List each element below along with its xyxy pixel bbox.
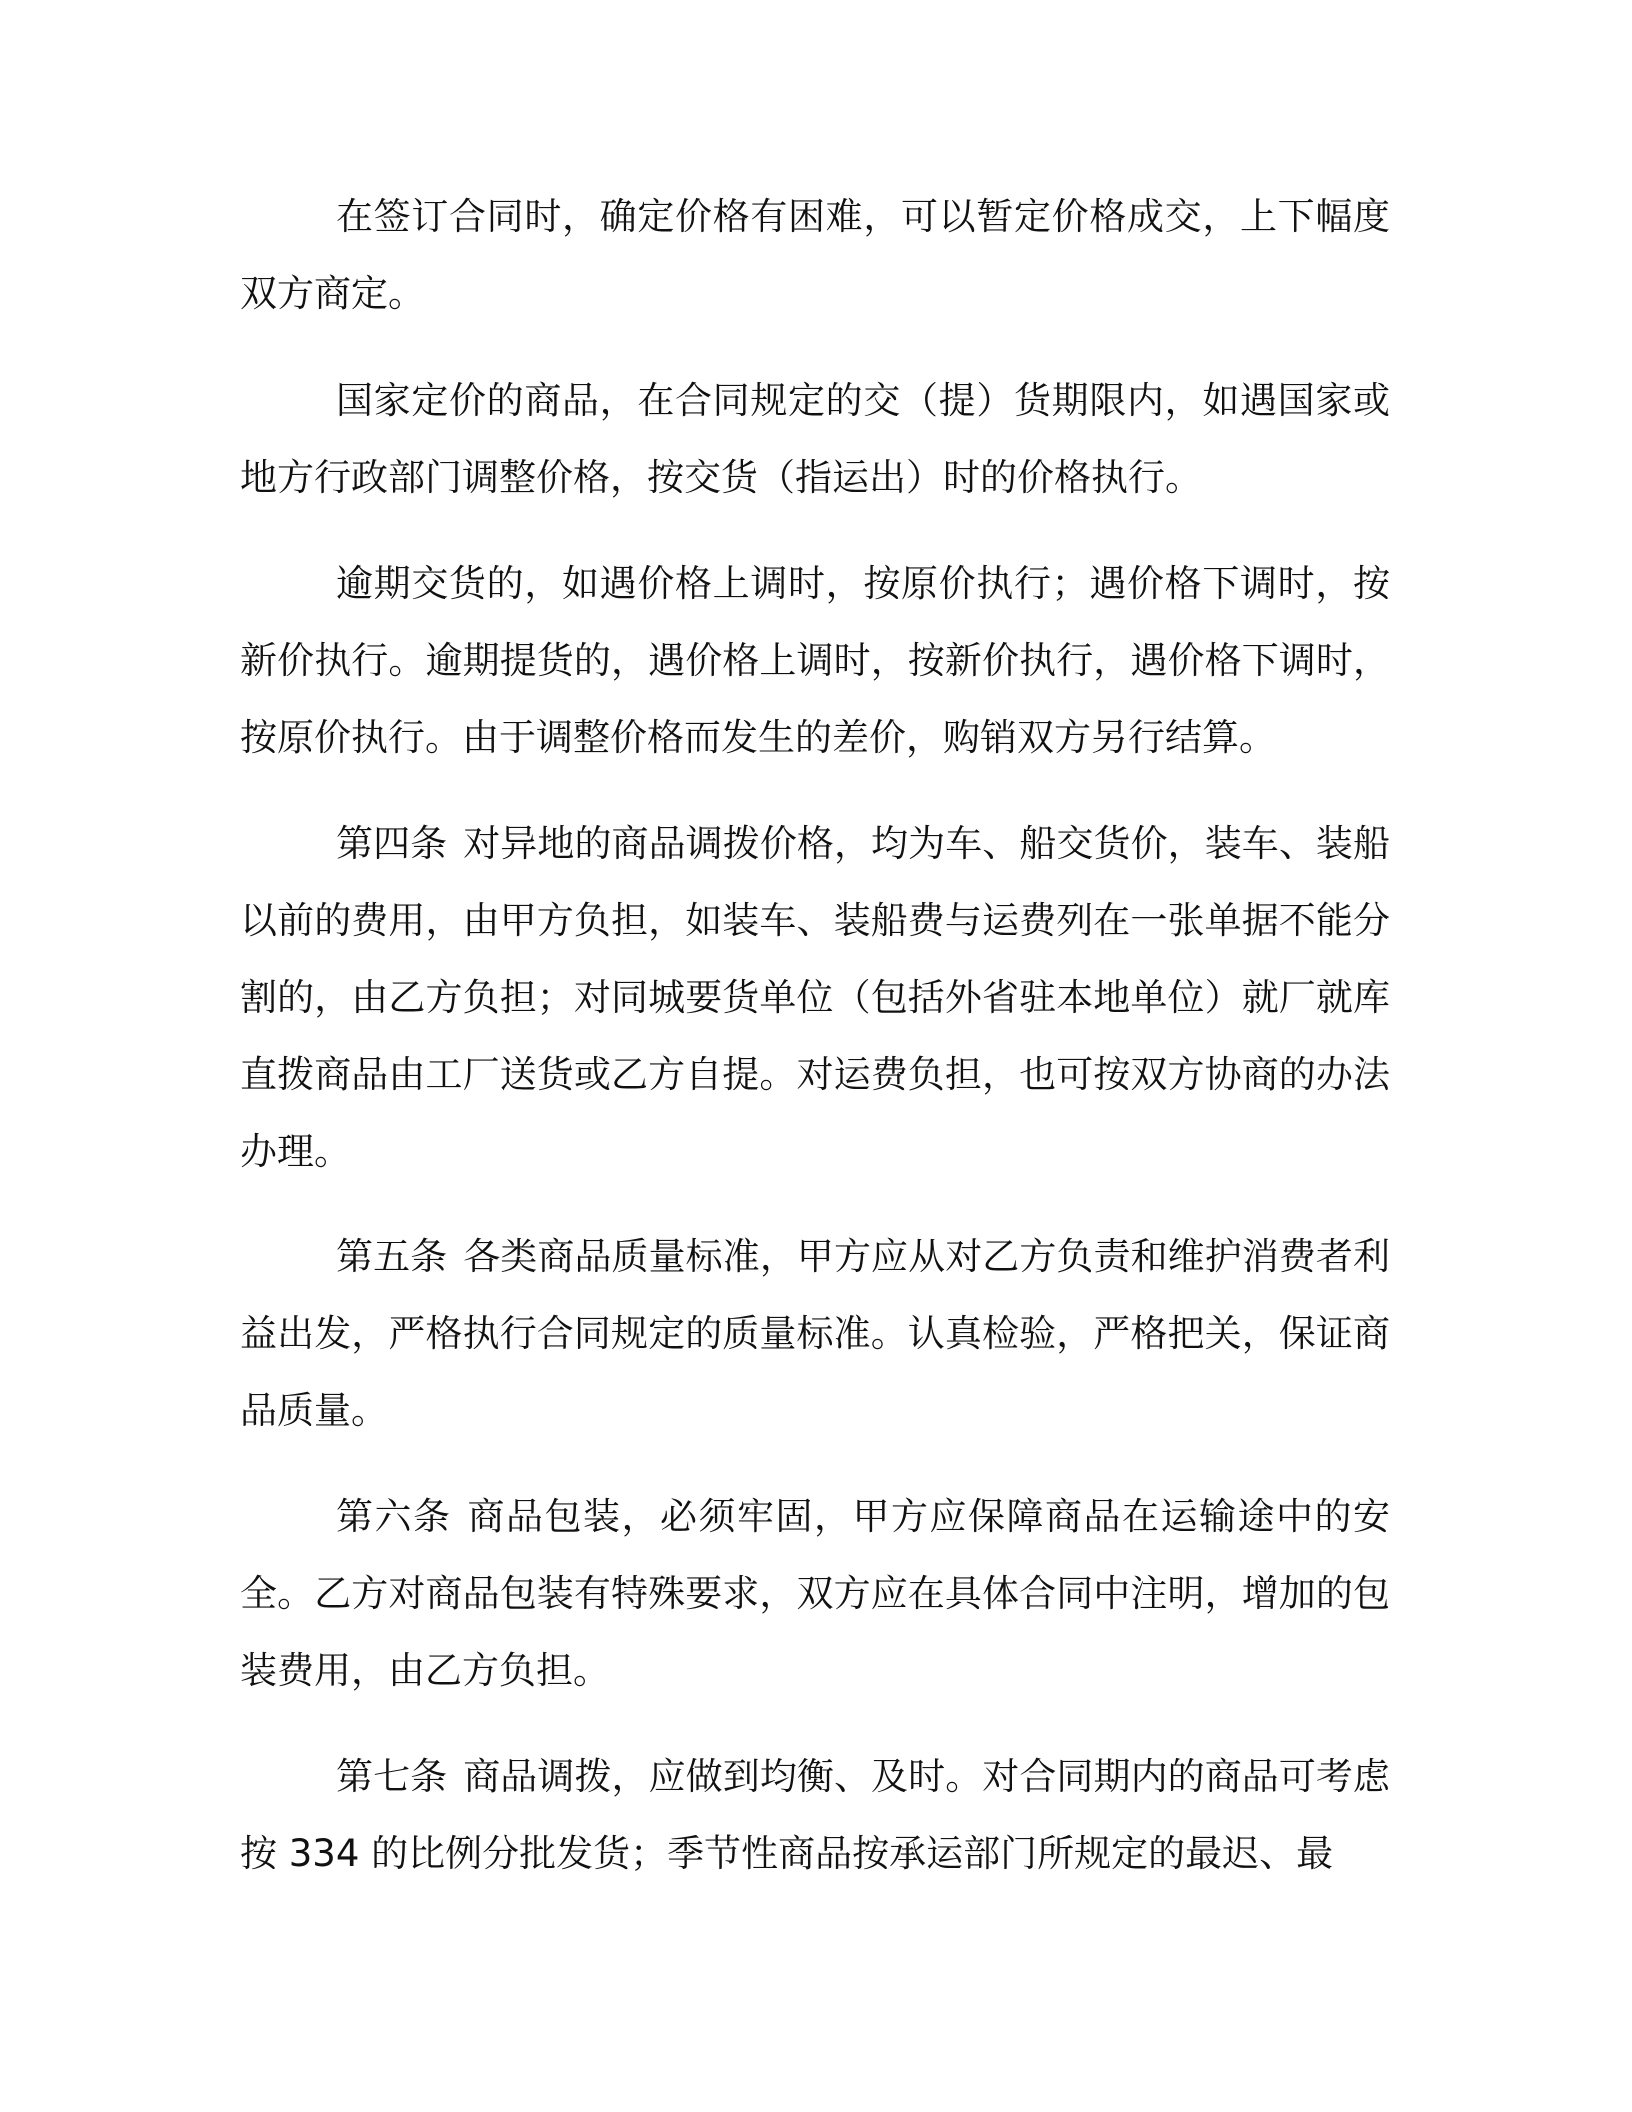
paragraph-text: 逾期交货的，如遇价格上调时，按原价执行；遇价格下调时，按新价执行。逾期提货的，遇价格上调时，按新价执行，遇价格下调时，按原价执行。由于调整价格而发生的差价，购销双方另行结算。 — [240, 562, 1390, 759]
article-five — [240, 1218, 1390, 1449]
paragraph-overdue-delivery — [240, 545, 1390, 776]
article-text: 对异地的商品调拨价格，均为车、船交货价，装车、装船以前的费用，由甲方负担，如装车、装船费与运费列在一张单据不能分割的，由乙方负担；对同城要货单位（包括外省驻本地单位）就厂就库直拨商品由工厂送货或乙方自提。对运费负担，也可按双方协商的办法办理。 — [240, 822, 1391, 1173]
article-heading: 第七条 — [336, 1755, 448, 1798]
paragraph-state-pricing — [240, 362, 1390, 516]
article-text: 各类商品质量标准，甲方应从对乙方负责和维护消费者利益出发，严格执行合同规定的质量标准。认真检验，严格把关，保证商品质量。 — [240, 1235, 1391, 1432]
article-heading: 第五条 — [336, 1235, 448, 1278]
article-heading: 第四条 — [336, 822, 448, 865]
article-text: 商品调拨，应做到均衡、及时。对合同期内的商品可考虑按 334 的比例分批发货；季节性商品按承运部门所规定的最迟、最 — [240, 1755, 1391, 1875]
paragraph-text: 国家定价的商品，在合同规定的交（提）货期限内，如遇国家或地方行政部门调整价格，按交货（指运出）时的价格执行。 — [240, 379, 1390, 499]
paragraph-price-negotiation — [240, 178, 1390, 332]
article-paragraph — [240, 805, 1390, 1190]
article-paragraph — [240, 1478, 1390, 1709]
article-seven — [240, 1738, 1390, 1892]
article-paragraph — [240, 1738, 1390, 1892]
article-heading: 第六条 — [336, 1495, 452, 1538]
paragraph-text: 在签订合同时，确定价格有困难，可以暂定价格成交，上下幅度双方商定。 — [240, 195, 1390, 315]
article-six — [240, 1478, 1390, 1709]
article-text: 商品包装，必须牢固，甲方应保障商品在运输途中的安全。乙方对商品包装有特殊要求，双方应在具体合同中注明，增加的包装费用，由乙方负担。 — [240, 1495, 1390, 1692]
article-paragraph — [240, 1218, 1390, 1449]
article-four — [240, 805, 1390, 1190]
